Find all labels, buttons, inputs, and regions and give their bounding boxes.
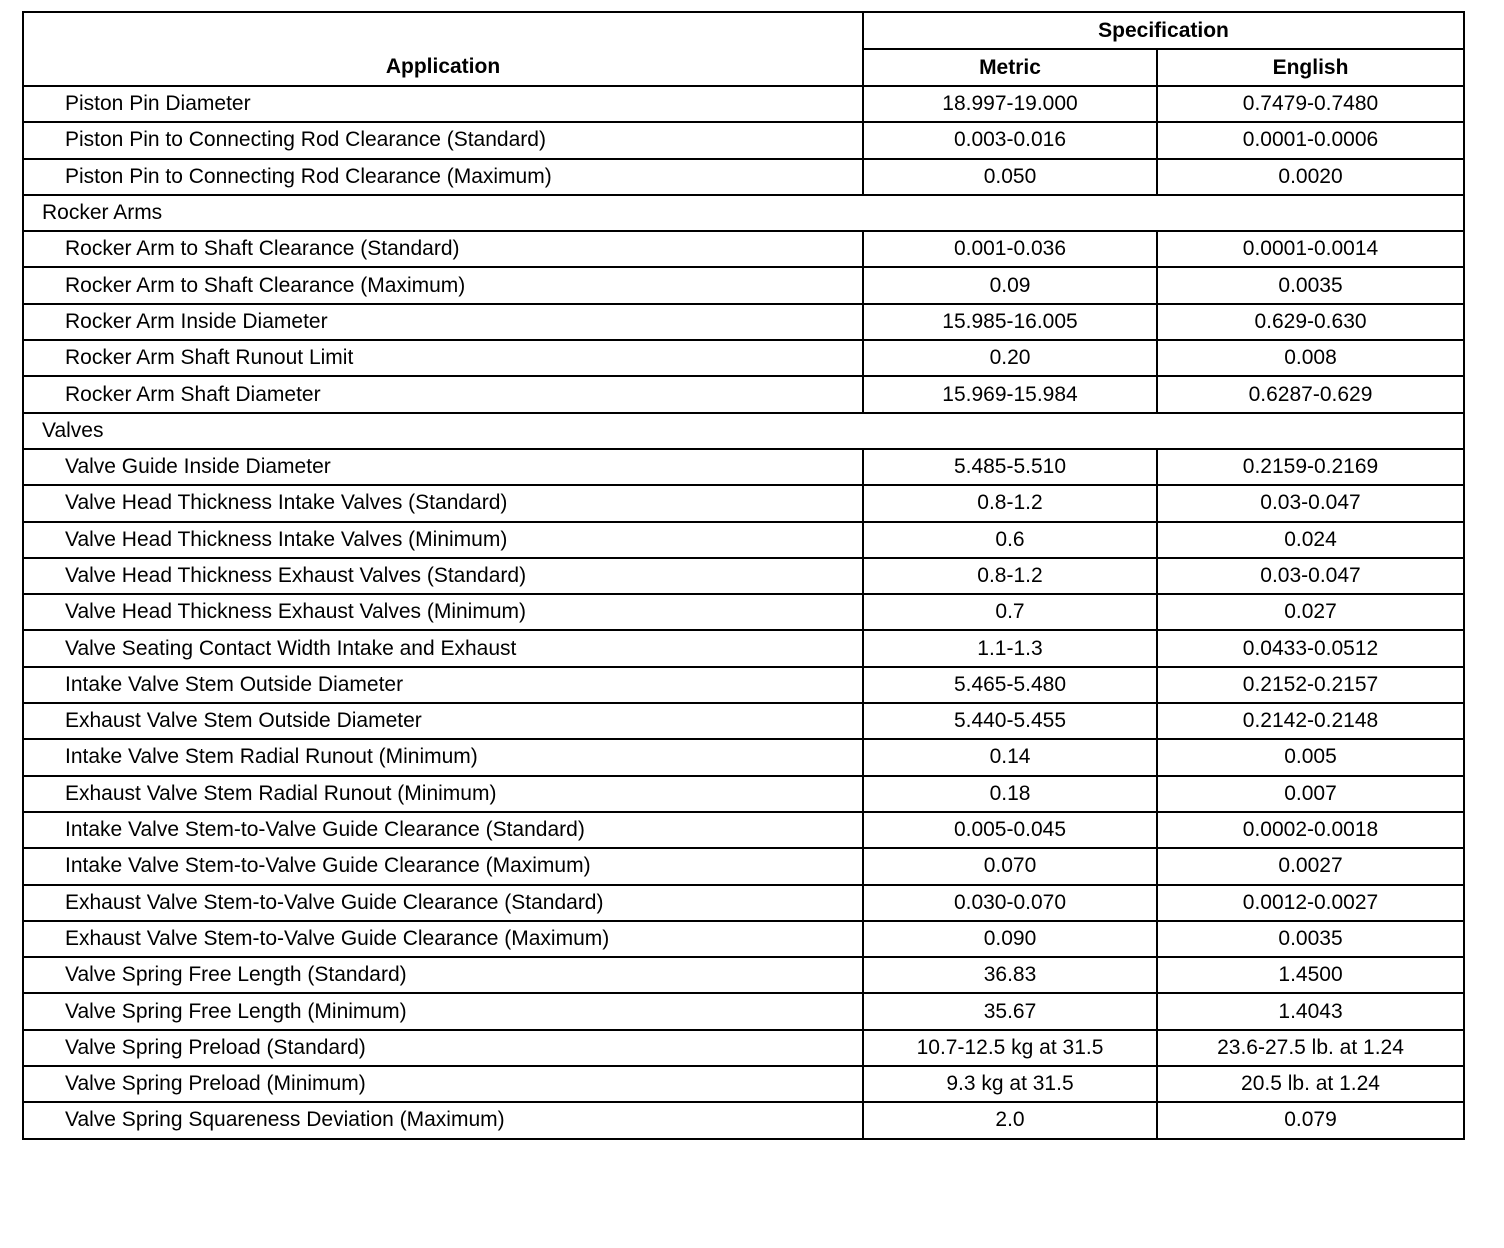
table-row <box>23 885 1464 921</box>
table-header <box>23 12 1464 86</box>
table-row <box>23 558 1464 594</box>
metric-cell: 0.003-0.016 <box>863 122 1157 158</box>
metric-cell: 5.440-5.455 <box>863 703 1157 739</box>
table-row <box>23 86 1464 122</box>
specification-header: Specification <box>863 12 1464 49</box>
metric-cell: 35.67 <box>863 993 1157 1029</box>
application-cell: Valve Head Thickness Intake Valves (Standard) <box>23 485 863 521</box>
metric-cell: 0.8-1.2 <box>863 485 1157 521</box>
table-row <box>23 703 1464 739</box>
table-row <box>23 594 1464 630</box>
table-row <box>23 340 1464 376</box>
section-row <box>23 195 1464 231</box>
table-row <box>23 776 1464 812</box>
metric-cell: 2.0 <box>863 1102 1157 1138</box>
metric-cell: 0.20 <box>863 340 1157 376</box>
metric-cell: 15.985-16.005 <box>863 304 1157 340</box>
application-cell: Intake Valve Stem-to-Valve Guide Clearance (Maximum) <box>23 848 863 884</box>
table-row <box>23 921 1464 957</box>
metric-cell: 0.070 <box>863 848 1157 884</box>
metric-cell: 0.001-0.036 <box>863 231 1157 267</box>
metric-cell: 10.7-12.5 kg at 31.5 <box>863 1030 1157 1066</box>
metric-cell: 0.090 <box>863 921 1157 957</box>
english-cell: 0.005 <box>1157 739 1464 775</box>
application-cell: Piston Pin Diameter <box>23 86 863 122</box>
table-row <box>23 159 1464 195</box>
table-row <box>23 957 1464 993</box>
english-cell: 0.0027 <box>1157 848 1464 884</box>
table-row <box>23 993 1464 1029</box>
table-row <box>23 812 1464 848</box>
table-row <box>23 522 1464 558</box>
metric-cell: 1.1-1.3 <box>863 630 1157 666</box>
header-row-top <box>23 12 1464 49</box>
application-cell: Rocker Arm Shaft Runout Limit <box>23 340 863 376</box>
application-header: Application <box>23 12 863 86</box>
english-cell: 0.0012-0.0027 <box>1157 885 1464 921</box>
table-row <box>23 485 1464 521</box>
table-row <box>23 667 1464 703</box>
section-row <box>23 413 1464 449</box>
table-row <box>23 122 1464 158</box>
application-cell: Piston Pin to Connecting Rod Clearance (Standard) <box>23 122 863 158</box>
english-cell: 0.03-0.047 <box>1157 558 1464 594</box>
table-row <box>23 1030 1464 1066</box>
table-row <box>23 1102 1464 1138</box>
application-cell: Valve Spring Preload (Standard) <box>23 1030 863 1066</box>
application-cell: Rocker Arm Inside Diameter <box>23 304 863 340</box>
application-cell: Valve Seating Contact Width Intake and Exhaust <box>23 630 863 666</box>
application-cell: Exhaust Valve Stem Radial Runout (Minimum) <box>23 776 863 812</box>
metric-cell: 5.485-5.510 <box>863 449 1157 485</box>
section-title: Rocker Arms <box>23 195 1464 231</box>
table-row <box>23 267 1464 303</box>
metric-cell: 18.997-19.000 <box>863 86 1157 122</box>
table-body <box>23 86 1464 1139</box>
english-cell: 1.4043 <box>1157 993 1464 1029</box>
application-cell: Intake Valve Stem-to-Valve Guide Clearance (Standard) <box>23 812 863 848</box>
english-cell: 1.4500 <box>1157 957 1464 993</box>
metric-cell: 0.7 <box>863 594 1157 630</box>
metric-cell: 0.18 <box>863 776 1157 812</box>
application-cell: Valve Head Thickness Exhaust Valves (Standard) <box>23 558 863 594</box>
application-cell: Valve Guide Inside Diameter <box>23 449 863 485</box>
table-row <box>23 630 1464 666</box>
application-cell: Exhaust Valve Stem Outside Diameter <box>23 703 863 739</box>
table-row <box>23 231 1464 267</box>
application-cell: Valve Spring Free Length (Standard) <box>23 957 863 993</box>
application-cell: Exhaust Valve Stem-to-Valve Guide Clearance (Standard) <box>23 885 863 921</box>
english-cell: 0.0035 <box>1157 267 1464 303</box>
metric-cell: 0.030-0.070 <box>863 885 1157 921</box>
metric-cell: 9.3 kg at 31.5 <box>863 1066 1157 1102</box>
english-cell: 0.0433-0.0512 <box>1157 630 1464 666</box>
metric-cell: 15.969-15.984 <box>863 376 1157 412</box>
table-row <box>23 848 1464 884</box>
english-cell: 20.5 lb. at 1.24 <box>1157 1066 1464 1102</box>
metric-cell: 5.465-5.480 <box>863 667 1157 703</box>
metric-cell: 0.050 <box>863 159 1157 195</box>
table-row <box>23 376 1464 412</box>
english-cell: 0.0001-0.0014 <box>1157 231 1464 267</box>
section-title: Valves <box>23 413 1464 449</box>
english-cell: 0.027 <box>1157 594 1464 630</box>
application-cell: Valve Spring Squareness Deviation (Maximum) <box>23 1102 863 1138</box>
table-row <box>23 449 1464 485</box>
english-cell: 0.2159-0.2169 <box>1157 449 1464 485</box>
english-cell: 0.007 <box>1157 776 1464 812</box>
english-cell: 0.0002-0.0018 <box>1157 812 1464 848</box>
table-row <box>23 304 1464 340</box>
table-row <box>23 739 1464 775</box>
english-cell: 0.03-0.047 <box>1157 485 1464 521</box>
application-cell: Piston Pin to Connecting Rod Clearance (Maximum) <box>23 159 863 195</box>
application-cell: Valve Head Thickness Intake Valves (Minimum) <box>23 522 863 558</box>
application-cell: Valve Head Thickness Exhaust Valves (Minimum) <box>23 594 863 630</box>
application-cell: Valve Spring Free Length (Minimum) <box>23 993 863 1029</box>
english-cell: 0.2152-0.2157 <box>1157 667 1464 703</box>
english-cell: 0.024 <box>1157 522 1464 558</box>
english-cell: 0.7479-0.7480 <box>1157 86 1464 122</box>
application-cell: Rocker Arm to Shaft Clearance (Standard) <box>23 231 863 267</box>
specification-table <box>22 11 1465 1140</box>
metric-header: Metric <box>863 49 1157 86</box>
english-cell: 0.079 <box>1157 1102 1464 1138</box>
application-cell: Rocker Arm to Shaft Clearance (Maximum) <box>23 267 863 303</box>
english-cell: 0.629-0.630 <box>1157 304 1464 340</box>
metric-cell: 0.6 <box>863 522 1157 558</box>
english-cell: 0.0035 <box>1157 921 1464 957</box>
metric-cell: 36.83 <box>863 957 1157 993</box>
metric-cell: 0.005-0.045 <box>863 812 1157 848</box>
metric-cell: 0.8-1.2 <box>863 558 1157 594</box>
application-cell: Intake Valve Stem Radial Runout (Minimum) <box>23 739 863 775</box>
application-cell: Valve Spring Preload (Minimum) <box>23 1066 863 1102</box>
english-cell: 0.0020 <box>1157 159 1464 195</box>
english-cell: 23.6-27.5 lb. at 1.24 <box>1157 1030 1464 1066</box>
english-cell: 0.008 <box>1157 340 1464 376</box>
metric-cell: 0.14 <box>863 739 1157 775</box>
metric-cell: 0.09 <box>863 267 1157 303</box>
english-header: English <box>1157 49 1464 86</box>
table-row <box>23 1066 1464 1102</box>
english-cell: 0.2142-0.2148 <box>1157 703 1464 739</box>
application-cell: Exhaust Valve Stem-to-Valve Guide Clearance (Maximum) <box>23 921 863 957</box>
application-cell: Rocker Arm Shaft Diameter <box>23 376 863 412</box>
english-cell: 0.6287-0.629 <box>1157 376 1464 412</box>
application-cell: Intake Valve Stem Outside Diameter <box>23 667 863 703</box>
english-cell: 0.0001-0.0006 <box>1157 122 1464 158</box>
